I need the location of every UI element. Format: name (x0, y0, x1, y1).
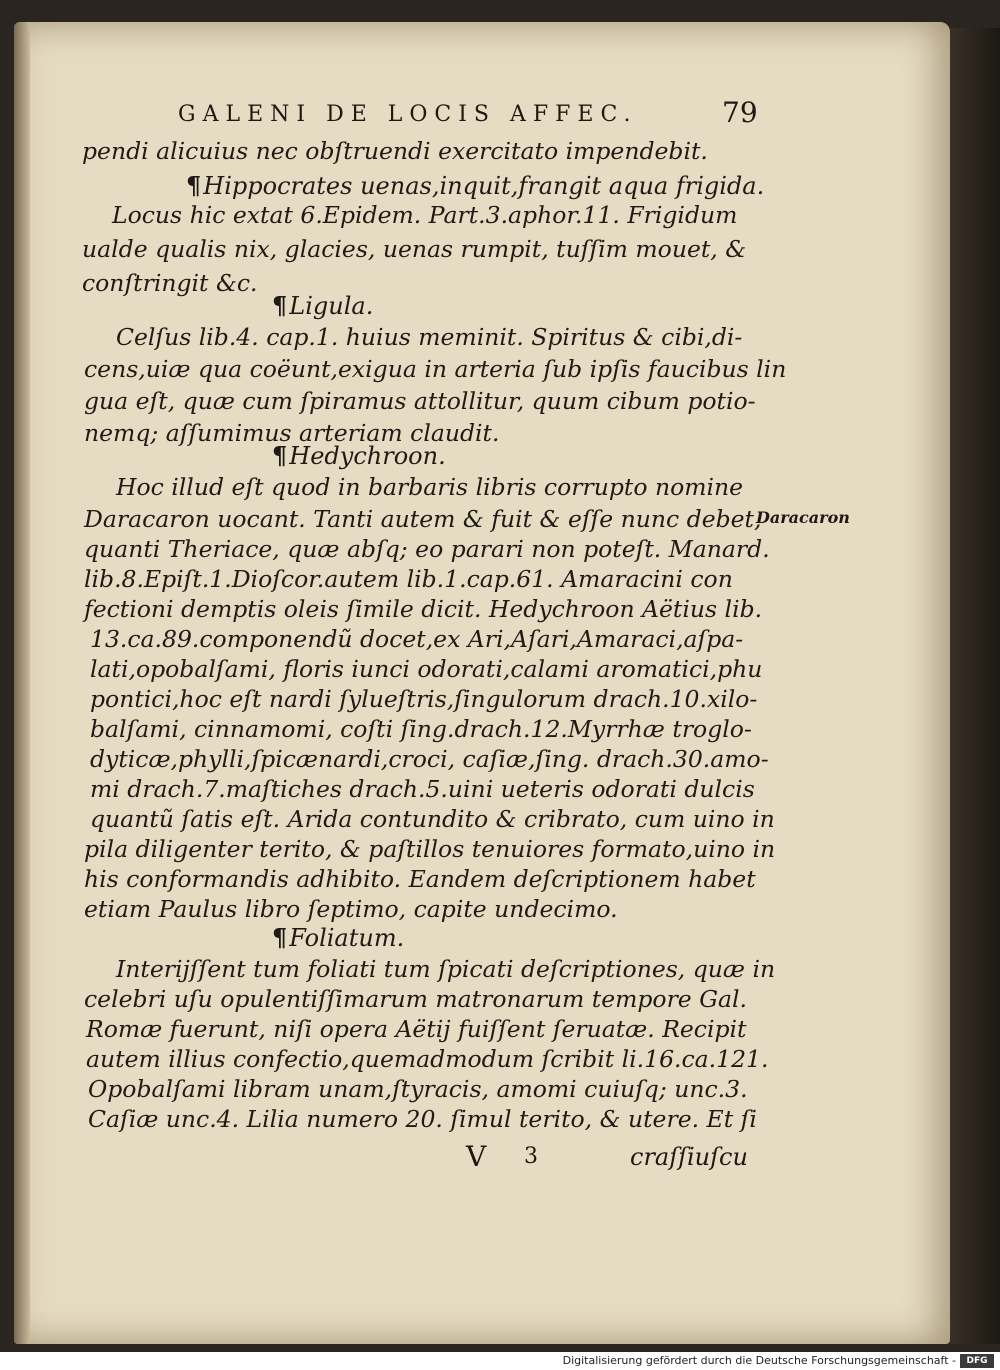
text-line: conſtringit &c. (82, 269, 258, 297)
text-line: pontici,hoc eſt nardi ſylueſtris,ſingulorum drach.10.xilo- (90, 685, 758, 713)
heading-text: Hedychroon. (289, 442, 446, 470)
heading-text: Ligula. (289, 292, 374, 320)
page-number: 79 (722, 96, 758, 129)
text-line: his conformandis adhibito. Eandem deſcriptionem habet (84, 865, 756, 893)
pilcrow-icon: ¶ (272, 923, 288, 952)
section-heading (186, 171, 765, 200)
text-line: Locus hic extat 6.Epidem. Part.3.aphor.11. Frigidum (112, 201, 738, 229)
signature-mark: V (466, 1140, 487, 1173)
text-line: pila diligenter terito, & paſtillos tenuiores formato,uino in (84, 835, 776, 863)
text-line: balſami, cinnamomi, coſti ſing.drach.12.Myrrhæ troglo- (90, 715, 752, 743)
section-heading (272, 291, 374, 320)
credit-bar (0, 1352, 1000, 1370)
text-line: cens,uiæ qua coëunt,exigua in arteria ſub ipſis faucibus lin (84, 355, 787, 383)
text-line: Celſus lib.4. cap.1. huius meminit. Spiritus & cibi,di- (116, 323, 743, 351)
text-line: autem illius confectio,quemadmodum ſcribit li.16.ca.121. (86, 1045, 769, 1073)
text-line: lib.8.Epiſt.1.Dioſcor.autem lib.1.cap.61. Amaracini con (84, 565, 733, 593)
credit-text: Digitalisierung gefördert durch die Deutsche Forschungsgemeinschaft - (562, 1354, 956, 1367)
signature-number: 3 (524, 1144, 538, 1169)
text-line: quanti Theriace, quæ abſq; eo parari non poteſt. Manard. (84, 535, 770, 563)
text-line: gua eſt, quæ cum ſpiramus attollitur, quum cibum potio- (84, 387, 756, 415)
heading-text: Hippocrates uenas,inquit,frangit aqua frigida. (203, 172, 765, 200)
heading-text: Foliatum. (289, 924, 405, 952)
text-line: celebri uſu opulentiſſimarum matronarum tempore Gal. (84, 985, 747, 1013)
pilcrow-icon: ¶ (272, 441, 288, 470)
text-line: etiam Paulus libro ſeptimo, capite undecimo. (84, 895, 618, 923)
text-line: 13.ca.89.componendũ docet,ex Ari,Aſari,Amaraci,aſpa- (90, 625, 744, 653)
text-line: Interijſſent tum foliati tum ſpicati deſcriptiones, quæ in (116, 955, 776, 983)
text-line: Hoc illud eſt quod in barbaris libris corrupto nomine (116, 473, 744, 501)
margin-note: Daracaron (756, 508, 850, 527)
book-edge (950, 28, 1000, 1344)
text-line: mi drach.7.maſtiches drach.5.uini ueteris odorati dulcis (90, 775, 755, 803)
text-line: lati,opobalſami, floris iunci odorati,calami aromatici,phu (90, 655, 763, 683)
text-line: ualde qualis nix, glacies, uenas rumpit, tuſſim mouet, & (82, 235, 747, 263)
text-line: quantũ ſatis eſt. Arida contundito & cribrato, cum uino in (90, 805, 775, 833)
text-line: Romæ fuerunt, niſi opera Aëtij fuiſſent ſeruatæ. Recipit (86, 1015, 747, 1043)
text-line: Daracaron uocant. Tanti autem & fuit & eſſe nunc debet, (84, 505, 762, 533)
text-line: Caſiæ unc.4. Lilia numero 20. ſimul terito, & utere. Et ſi (88, 1105, 757, 1133)
pilcrow-icon: ¶ (186, 171, 202, 200)
text-line: nemq; aſſumimus arteriam claudit. (84, 419, 500, 447)
section-heading (272, 923, 405, 952)
dfg-logo: DFG (960, 1354, 994, 1368)
catchword: craſſiuſcu (630, 1143, 748, 1171)
running-head: GALENI DE LOCIS AFFEC. (178, 102, 638, 127)
binding-gutter (14, 22, 30, 1344)
text-line: fectioni demptis oleis ſimile dicit. Hedychroon Aëtius lib. (84, 595, 763, 623)
text-line: pendi alicuius nec obſtruendi exercitato impendebit. (82, 137, 708, 165)
section-heading (272, 441, 446, 470)
pilcrow-icon: ¶ (272, 291, 288, 320)
text-line: dyticæ,phylli,ſpicænardi,croci, caſiæ,ſing. drach.30.amo- (90, 745, 769, 773)
text-line: Opobalſami libram unam,ſtyracis, amomi cuiuſq; unc.3. (88, 1075, 748, 1103)
